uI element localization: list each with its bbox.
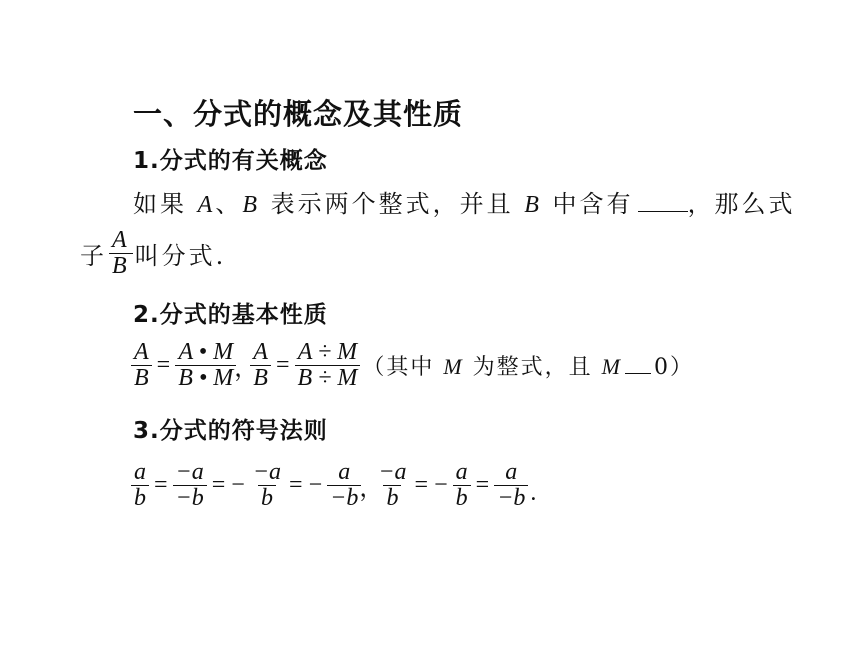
equals-sign: = xyxy=(275,352,290,379)
comma: ， xyxy=(359,476,384,503)
subsection-title-1: 1.分式的有关概念 xyxy=(133,148,328,174)
minus-sign: − xyxy=(308,472,323,499)
numerator: A xyxy=(134,339,149,365)
numerator: A xyxy=(253,339,268,365)
numerator: −a xyxy=(252,459,282,485)
var-a: A xyxy=(197,192,216,218)
equals-sign: = xyxy=(154,472,168,499)
separator: 、 xyxy=(215,190,243,218)
text: 为整式，且 xyxy=(463,355,602,381)
numerator: −a xyxy=(378,459,407,485)
concept-line-2 xyxy=(80,228,226,279)
denominator: B ÷ M xyxy=(295,365,361,391)
fill-in-blank[interactable] xyxy=(638,193,688,212)
denominator: B • M xyxy=(175,365,236,391)
text: 表示两个整式，并且 xyxy=(259,190,525,218)
text: 中含有 xyxy=(541,190,634,218)
denominator: B xyxy=(109,253,133,279)
equals-sign: = xyxy=(475,472,490,499)
text: 叫分式. xyxy=(134,242,227,271)
var-b: B xyxy=(524,192,542,218)
fraction xyxy=(250,460,284,511)
numerator: A • M xyxy=(178,339,234,365)
period: . xyxy=(530,480,537,507)
fraction xyxy=(173,460,207,511)
var-b: B xyxy=(242,192,260,218)
sign-rule-formula xyxy=(129,460,536,511)
fraction xyxy=(295,340,361,391)
denominator: B xyxy=(131,365,152,391)
denominator: −b xyxy=(173,485,207,511)
subsection-title-2: 2.分式的基本性质 xyxy=(133,302,328,328)
equals-sign: = xyxy=(156,352,171,379)
denominator: b xyxy=(453,485,471,511)
fraction xyxy=(131,460,149,511)
var-m: M xyxy=(443,354,464,380)
condition-text xyxy=(362,350,694,381)
numerator: a xyxy=(338,459,351,485)
equals-sign: = xyxy=(211,472,226,499)
numerator: a xyxy=(505,459,518,485)
denominator: b xyxy=(258,485,276,511)
fraction xyxy=(250,340,271,391)
subsection-title-3: 3.分式的符号法则 xyxy=(133,418,328,444)
section-heading: 一、分式的概念及其性质 xyxy=(133,97,464,131)
fraction xyxy=(375,460,409,511)
text: 0） xyxy=(653,355,694,381)
var-m: M xyxy=(601,354,622,380)
text: ，那么式 xyxy=(687,190,796,218)
fraction xyxy=(175,340,236,391)
numerator: A xyxy=(112,227,130,253)
comma: ， xyxy=(234,356,259,383)
numerator: −a xyxy=(175,459,204,485)
basic-property-formula xyxy=(129,340,694,391)
numerator: a xyxy=(455,459,468,485)
equals-sign: = xyxy=(414,472,429,499)
denominator: B xyxy=(250,365,271,391)
denominator: −b xyxy=(494,485,528,511)
fraction xyxy=(494,460,528,511)
numerator: a xyxy=(134,459,146,485)
minus-sign: − xyxy=(434,472,448,499)
text: 子 xyxy=(80,242,107,271)
concept-line-1 xyxy=(133,184,796,219)
numerator: A ÷ M xyxy=(297,339,358,365)
denominator: −b xyxy=(327,485,361,511)
text: 如果 xyxy=(133,190,198,218)
fraction xyxy=(327,460,361,511)
fraction xyxy=(131,340,152,391)
fill-in-blank[interactable] xyxy=(625,355,651,374)
fraction-a-over-b xyxy=(109,228,133,279)
equals-sign: = xyxy=(289,472,303,499)
denominator: b xyxy=(131,485,149,511)
fraction xyxy=(453,460,471,511)
denominator: b xyxy=(383,485,401,511)
text: （其中 xyxy=(362,355,444,381)
minus-sign: − xyxy=(231,472,245,499)
